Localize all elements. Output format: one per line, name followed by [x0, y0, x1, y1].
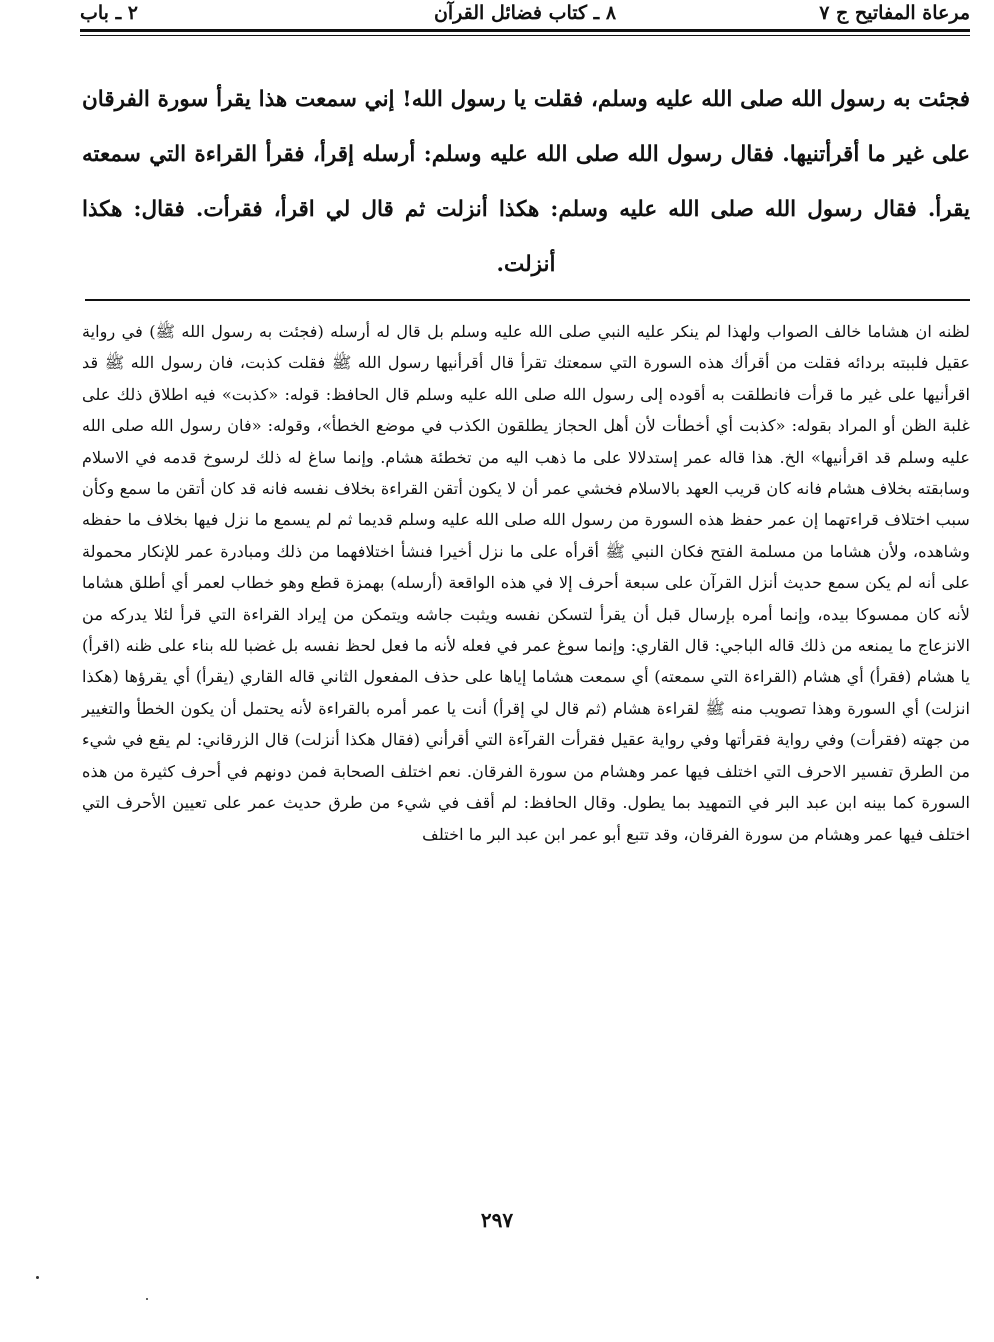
hadith-text: [82, 72, 970, 292]
page-number: ٢٩٧: [480, 1208, 514, 1232]
scan-speck: [36, 1276, 39, 1279]
running-header: [80, 0, 970, 26]
hadith-paragraph: فجئت به رسول الله صلى الله عليه وسلم، فقلت يا رسول الله! إني سمعت هذا يقرأ سورة الفرقان على غير ما أقرأتنيها. فقال رسول الله صلى الله عليه وسلم: أرسله إقرأ، فقرأ القراءة التي سمعته يقرأ. فقال رسول الله صلى الله عليه وسلم: هكذا أنزلت ثم قال لي اقرأ، فقرأت. فقال: هكذا أنزلت.: [82, 87, 970, 277]
header-book-title: مرعاة المفاتيح ج ٧: [819, 2, 970, 24]
header-chapter: ٨ ـ كتاب فضائل القرآن: [433, 2, 617, 24]
footnote-divider: [85, 299, 970, 301]
scan-speck: [146, 1298, 148, 1300]
header-rule-thick: [80, 29, 970, 32]
commentary-text: [82, 316, 970, 850]
header-section: ٢ ـ باب: [80, 2, 138, 24]
header-rule-thin: [80, 35, 970, 36]
commentary-paragraph: لظنه ان هشاما خالف الصواب ولهذا لم ينكر عليه النبي صلى الله عليه وسلم بل قال له أرسله (فجئت به رسول الله ﷺ) في رواية عقيل فلببته بردائه فقلت من أقرأك هذه السورة التي سمعتك تقرأ قال أقرأنيها رسول الله ﷺ فقلت كذبت، فان رسول الله ﷺ قد اقرأنيها على غير ما قرأت فانطلقت به أقوده إلى رسول الله صلى الله عليه وسلم قال الحافظ: قوله: «كذبت» فيه اطلاق ذلك على غلبة الظن أو المراد بقوله: «كذبت أي أخطأت لأن أهل الحجاز يطلقون الكذب في موضع الخطأ»، وقوله: «فان رسول الله صلى الله عليه وسلم قد اقرأنيها» الخ. هذا قاله عمر إستدلالا على ما ذهب اليه من تخطئة هشام. وإنما ساغ له ذلك لرسوخ قدمه في الاسلام وسابقته بخلاف هشام فانه كان قريب العهد بالاسلام فخشي عمر أن لا يكون أتقن القراءة بخلاف نفسه فانه قد كان أتقن ما سمع وكأن سبب اختلاف قراءتهما إن عمر حفظ هذه السورة من رسول الله صلى الله عليه وسلم قديما ثم لم يسمع ما نزل فيها بخلاف ما حفظه وشاهده، ولأن هشاما من مسلمة الفتح فكان النبي ﷺ أقرأه على ما نزل أخيرا فنشأ اختلافهما من ذلك ومبادرة عمر للإنكار محمولة على أنه لم يكن سمع حديث أنزل القرآن على سبعة أحرف إلا في هذه الواقعة (أرسله) بهمزة قطع وهو خطاب لعمر أي أطلق هشاما لأنه كان ممسوكا بيده، وإنما أمره بإرسال قبل أن يقرأ لتسكن نفسه ويثبت جاشه ويتمكن من إيراد القراءة التي قرأ لئلا يدركه من الانزعاج ما يمنعه من ذلك قاله الباجي: قال القاري: وإنما سوغ عمر في فعله لأنه ما فعل لحظ نفسه بل غضبا لله بناء على ظنه (اقرأ) يا هشام (فقرأ) أي هشام (القراءة التي سمعته) أي سمعت هشاما إياها على حذف المفعول الثاني قاله القاري (يقرأ) أي يقرؤها (هكذا انزلت) أي السورة وهذا تصويب منه ﷺ لقراءة هشام (ثم قال لي إقرأ) أنت يا عمر أمره بالقراءة لأنه يحتمل أن يكون الخطأ والتغيير من جهته (فقرأت) وفي رواية فقرأتها وفي رواية عقيل فقرأت القرآءة التي أقرأني (فقال هكذا أنزلت) قال الزرقاني: لم يقع في شيء من الطرق تفسير الاحرف التي اختلف فيها عمر وهشام من سورة الفرقان. نعم اختلف الصحابة فمن دونهم في أحرف كثيرة من هذه السورة كما بينه ابن عبد البر في التمهيد بما يطول. وقال الحافظ: لم أقف في شيء من طرق حديث عمر على تعيين الأحرف التي اختلف فيها عمر وهشام من سورة الفرقان، وقد تتبع أبو عمر ابن عبد البر ما اختلف: [82, 322, 970, 844]
